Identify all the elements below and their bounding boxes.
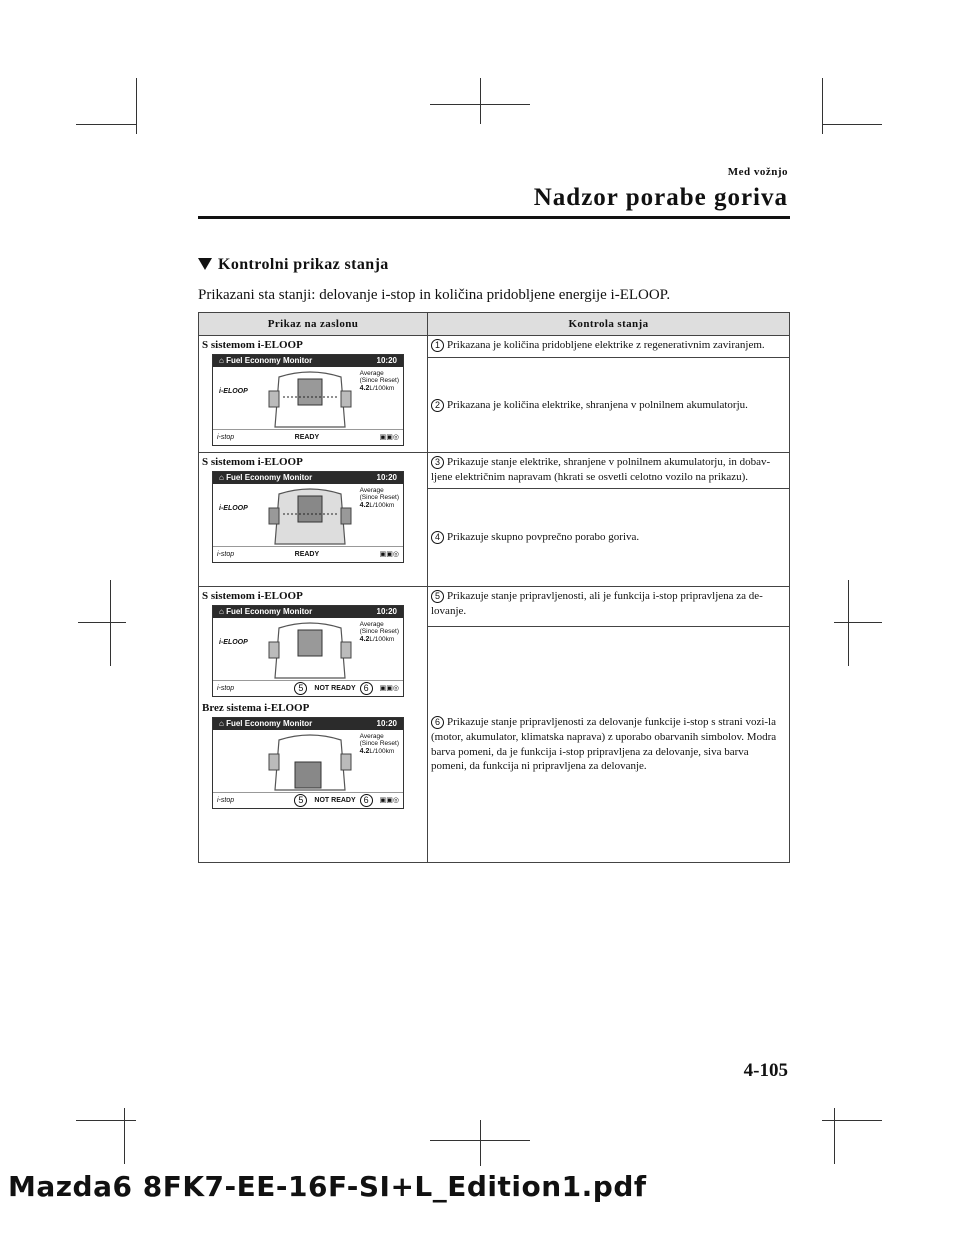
column-header-status: Kontrola stanja bbox=[428, 313, 790, 336]
home-icon: ⌂ Fuel Economy Monitor bbox=[219, 718, 313, 728]
fuel-monitor-screen bbox=[212, 354, 404, 446]
status-description bbox=[428, 358, 790, 453]
fuel-monitor-screen bbox=[212, 605, 404, 697]
number-3-icon: 3 bbox=[431, 456, 444, 469]
screen-title: Fuel Economy Monitor bbox=[226, 472, 313, 482]
display-caption: S sistemom i-ELOOP bbox=[202, 339, 303, 351]
status-table bbox=[198, 312, 790, 863]
description-text: Prikazuje skupno povprečno porabo goriva. bbox=[447, 531, 640, 544]
section-title bbox=[198, 256, 389, 274]
car-diagram-icon bbox=[265, 486, 355, 548]
triangle-bullet-icon bbox=[198, 258, 212, 270]
status-description bbox=[428, 627, 790, 863]
average-readout bbox=[360, 370, 399, 393]
screen-time: 10:20 bbox=[376, 472, 397, 482]
description-text: Prikazana je količina elektrike, shranjena v polnilnem akumulatorju. bbox=[447, 398, 748, 411]
screen-title: Fuel Economy Monitor bbox=[226, 718, 313, 728]
average-readout bbox=[360, 487, 399, 510]
fuel-monitor-screen bbox=[212, 717, 404, 809]
crop-mark bbox=[822, 78, 823, 134]
car-diagram-icon bbox=[265, 369, 355, 431]
description-text: Prikazuje stanje pripravljenosti za delovanje funkcije i-stop s strani vozi-la (motor, akumulator, klimatska naprava) z uporabo obarvanih simbolov. Modra barva pomeni, da je funkcija i-stop pripravljena za delovanje, siva barva pomeni, da funkcija ni pripravljena za delovanje. bbox=[431, 715, 777, 773]
table-row bbox=[199, 587, 790, 627]
average-label: Average bbox=[359, 487, 384, 494]
average-unit: L/100km bbox=[369, 747, 395, 755]
display-cell bbox=[199, 453, 428, 587]
status-description bbox=[428, 587, 790, 627]
istop-label: i-stop bbox=[217, 433, 235, 441]
crop-mark bbox=[822, 1120, 882, 1121]
crop-mark bbox=[822, 124, 882, 125]
crop-mark bbox=[834, 1108, 835, 1164]
column-header-display: Prikaz na zaslonu bbox=[199, 313, 428, 336]
since-reset-label: (Since Reset) bbox=[359, 494, 399, 502]
number-4-icon: 4 bbox=[431, 531, 444, 544]
status-description bbox=[428, 489, 790, 587]
screen-status-bar bbox=[213, 792, 403, 808]
crop-mark bbox=[124, 1108, 125, 1164]
status-symbols-icon: ▣▣◎ bbox=[379, 796, 399, 804]
average-value: 4.2 bbox=[359, 635, 370, 643]
crop-mark bbox=[76, 124, 136, 125]
table-row bbox=[199, 453, 790, 489]
istop-label: i-stop bbox=[217, 684, 235, 692]
crop-mark bbox=[480, 1120, 481, 1166]
screen-title-bar bbox=[213, 355, 403, 367]
display-cell bbox=[199, 587, 428, 863]
eloop-label: i-ELOOP bbox=[219, 639, 248, 646]
average-unit: L/100km bbox=[369, 501, 395, 509]
header-rule bbox=[198, 216, 790, 219]
number-2-icon: 2 bbox=[431, 399, 444, 412]
section-label: Med vožnjo bbox=[727, 166, 788, 178]
screen-title: Fuel Economy Monitor bbox=[226, 355, 313, 365]
number-1-icon: 1 bbox=[431, 339, 444, 352]
status-description bbox=[428, 453, 790, 489]
table-row bbox=[199, 336, 790, 358]
screen-status-bar bbox=[213, 546, 403, 562]
page-title: Nadzor porabe goriva bbox=[533, 184, 788, 211]
crop-mark bbox=[78, 622, 126, 623]
section-title-text: Kontrolni prikaz stanja bbox=[218, 256, 389, 273]
crop-mark bbox=[136, 78, 137, 134]
average-label: Average bbox=[359, 370, 384, 377]
istop-label: i-stop bbox=[217, 550, 235, 558]
status-description bbox=[428, 336, 790, 358]
intro-text: Prikazani sta stanji: delovanje i-stop in količina pridobljene energije i-ELOOP. bbox=[198, 287, 671, 303]
display-cell bbox=[199, 336, 428, 453]
number-5-icon: 5 bbox=[294, 794, 307, 807]
car-diagram-icon bbox=[265, 620, 355, 682]
crop-mark bbox=[430, 104, 530, 105]
screen-title-bar bbox=[213, 606, 403, 618]
ready-label: READY bbox=[294, 550, 320, 558]
home-icon: ⌂ Fuel Economy Monitor bbox=[219, 606, 313, 616]
average-label: Average bbox=[359, 621, 384, 628]
display-caption: S sistemom i-ELOOP bbox=[202, 590, 303, 602]
screen-time: 10:20 bbox=[376, 606, 397, 616]
crop-mark bbox=[480, 78, 481, 124]
number-6-icon: 6 bbox=[360, 682, 373, 695]
istop-label: i-stop bbox=[217, 796, 235, 804]
eloop-label: i-ELOOP bbox=[219, 388, 248, 395]
status-symbols-icon: ▣▣◎ bbox=[379, 433, 400, 441]
display-caption: Brez sistema i-ELOOP bbox=[202, 702, 310, 714]
screen-status-bar bbox=[213, 429, 403, 445]
description-text: Prikazuje stanje elektrike, shranjene v polnilnem akumulatorju, in dobav-ljene električnim napravam (hkrati se osvetli celotno vozilo na prikazu). bbox=[431, 456, 771, 483]
number-5-icon: 5 bbox=[294, 682, 307, 695]
screen-status-bar bbox=[213, 680, 403, 696]
fuel-monitor-screen bbox=[212, 471, 404, 563]
average-value: 4.2 bbox=[359, 501, 370, 509]
crop-mark bbox=[110, 580, 111, 666]
average-value: 4.2 bbox=[359, 384, 370, 392]
screen-time: 10:20 bbox=[376, 355, 397, 365]
since-reset-label: (Since Reset) bbox=[359, 628, 399, 636]
average-unit: L/100km bbox=[369, 384, 395, 392]
average-label: Average bbox=[359, 733, 384, 740]
not-ready-label: NOT READY bbox=[314, 796, 356, 804]
home-icon: ⌂ Fuel Economy Monitor bbox=[219, 355, 313, 365]
footer-filename: Mazda6 8FK7-EE-16F-SI+L_Edition1.pdf bbox=[8, 1170, 647, 1203]
ready-label: READY bbox=[294, 433, 320, 441]
table-header-row bbox=[199, 313, 790, 336]
screen-title-bar bbox=[213, 718, 403, 730]
average-unit: L/100km bbox=[369, 635, 395, 643]
display-caption: S sistemom i-ELOOP bbox=[202, 456, 303, 468]
crop-mark bbox=[76, 1120, 136, 1121]
screen-time: 10:20 bbox=[376, 718, 397, 728]
car-diagram-icon bbox=[265, 732, 355, 794]
since-reset-label: (Since Reset) bbox=[359, 377, 399, 385]
average-readout bbox=[360, 733, 399, 756]
screen-title-bar bbox=[213, 472, 403, 484]
crop-mark bbox=[430, 1140, 530, 1141]
status-symbols-icon: ▣▣◎ bbox=[379, 550, 400, 558]
not-ready-label: NOT READY bbox=[314, 684, 356, 692]
since-reset-label: (Since Reset) bbox=[359, 740, 399, 748]
number-5-icon: 5 bbox=[431, 590, 444, 603]
number-6-icon: 6 bbox=[431, 716, 444, 729]
average-readout bbox=[360, 621, 399, 644]
page-number: 4-105 bbox=[743, 1060, 788, 1081]
eloop-label: i-ELOOP bbox=[219, 505, 248, 512]
description-text: Prikazuje stanje pripravljenosti, ali je funkcija i-stop pripravljena za de-lovanje. bbox=[431, 590, 763, 617]
crop-mark bbox=[848, 580, 849, 666]
average-value: 4.2 bbox=[359, 747, 370, 755]
crop-mark bbox=[834, 622, 882, 623]
screen-title: Fuel Economy Monitor bbox=[226, 606, 313, 616]
status-symbols-icon: ▣▣◎ bbox=[379, 684, 399, 692]
home-icon: ⌂ Fuel Economy Monitor bbox=[219, 472, 313, 482]
description-text: Prikazana je količina pridobljene elektrike z regenerativnim zaviranjem. bbox=[447, 339, 765, 351]
number-6-icon: 6 bbox=[360, 794, 373, 807]
